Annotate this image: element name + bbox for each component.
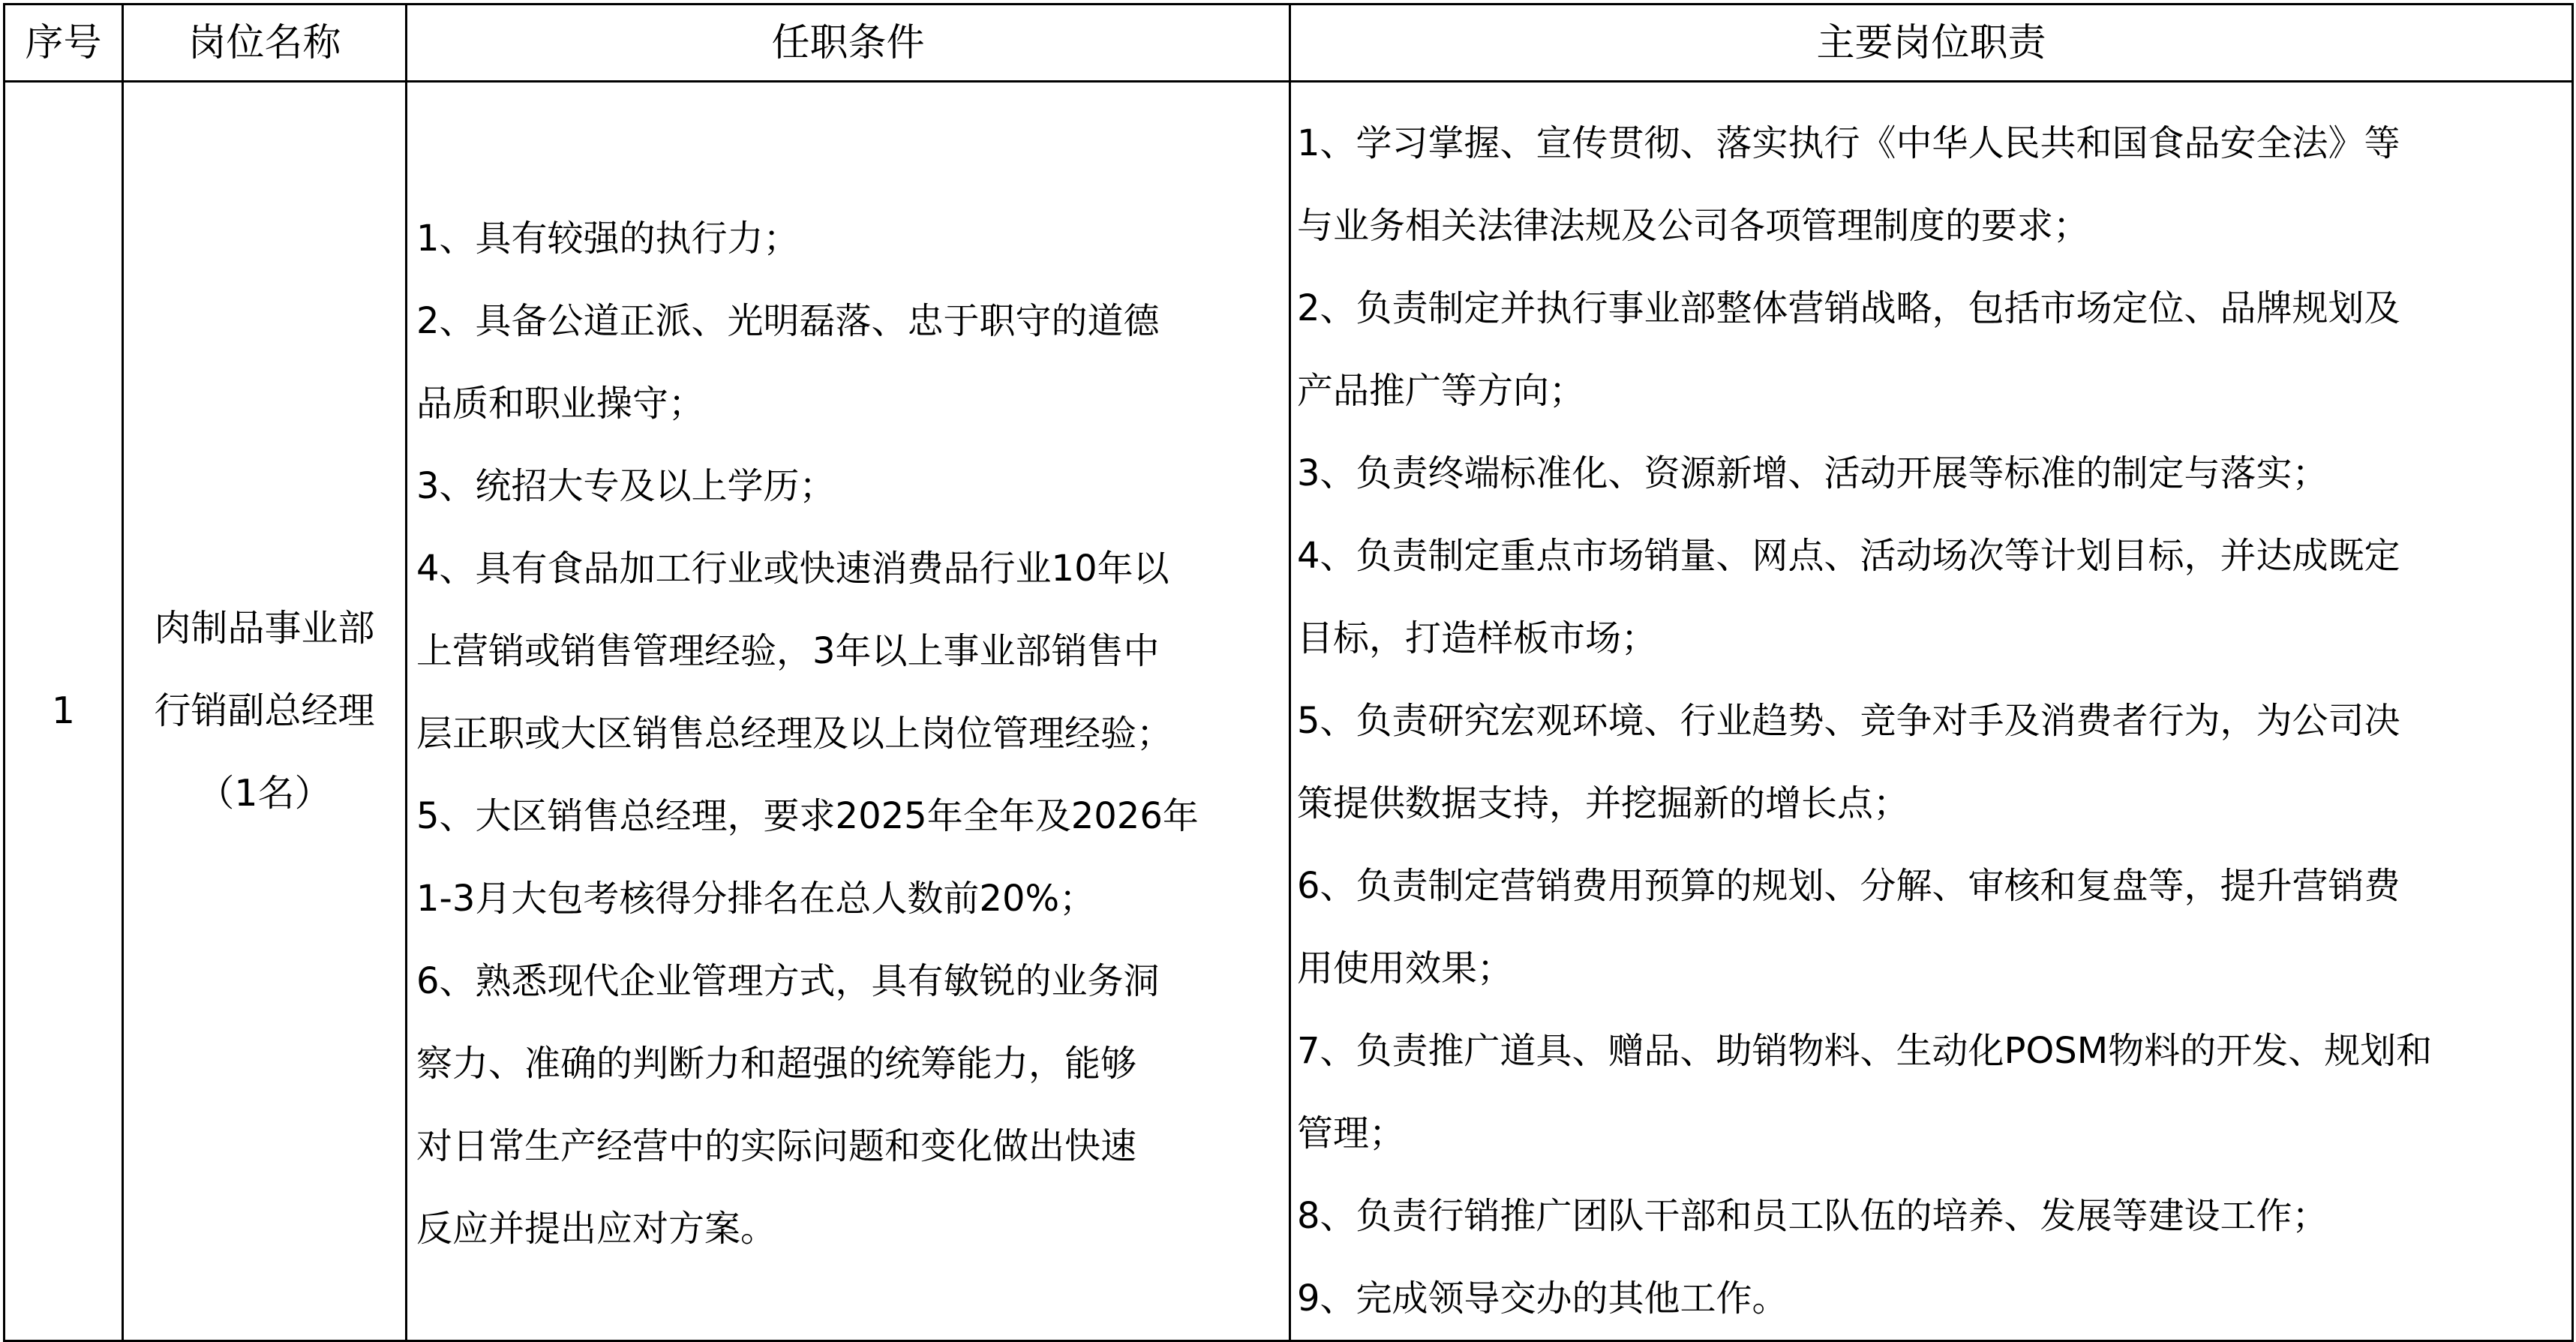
header-requirements: 任职条件 <box>407 5 1290 82</box>
duty-line: 6、负责制定营销费用预算的规划、分解、审核和复盘等，提升营销费 <box>1297 865 2400 907</box>
duty-line: 4、负责制定重点市场销量、网点、活动场次等计划目标，并达成既定 <box>1297 535 2400 577</box>
requirement-line: 4、具有食品加工行业或快速消费品行业10年以 <box>416 548 1169 590</box>
duties-cell <box>1290 82 2573 1341</box>
requirement-line: 对日常生产经营中的实际问题和变化做出快速 <box>416 1125 1137 1167</box>
requirement-line: 6、熟悉现代企业管理方式，具有敏锐的业务洞 <box>416 960 1160 1002</box>
requirements-cell <box>407 82 1290 1341</box>
position-name-line: 肉制品事业部 <box>154 607 375 650</box>
duty-line: 用使用效果； <box>1297 947 1514 989</box>
requirement-line: 上营销或销售管理经验，3年以上事业部销售中 <box>416 630 1160 672</box>
header-index: 序号 <box>5 5 123 82</box>
requirement-line: 察力、准确的判断力和超强的统筹能力，能够 <box>416 1043 1137 1085</box>
requirement-line: 1-3月大包考核得分排名在总人数前20%； <box>416 878 1096 920</box>
position-name-line: 行销副总经理 <box>154 689 375 732</box>
requirement-line: 2、具备公道正派、光明磊落、忠于职守的道德 <box>416 300 1160 342</box>
duty-line: 7、负责推广道具、赠品、助销物料、生动化POSM物料的开发、规划和 <box>1297 1030 2433 1072</box>
header-position-name: 岗位名称 <box>123 5 407 82</box>
position-headcount: （1名） <box>197 772 332 815</box>
duty-line: 管理； <box>1297 1112 1406 1154</box>
job-posting-table <box>3 3 2574 1342</box>
requirement-line: 层正职或大区销售总经理及以上岗位管理经验； <box>416 713 1173 755</box>
requirement-line: 3、统招大专及以上学历； <box>416 465 836 507</box>
duty-line: 与业务相关法律法规及公司各项管理制度的要求； <box>1297 205 2090 247</box>
duty-line: 8、负责行销推广团队干部和员工队伍的培养、发展等建设工作； <box>1297 1195 2328 1237</box>
duty-line: 3、负责终端标准化、资源新增、活动开展等标准的制定与落实； <box>1297 452 2328 494</box>
duty-line: 2、负责制定并执行事业部整体营销战略，包括市场定位、品牌规划及 <box>1297 287 2400 329</box>
duty-line: 9、完成领导交办的其他工作。 <box>1297 1277 1788 1319</box>
duty-line: 策提供数据支持，并挖掘新的增长点； <box>1297 782 1910 824</box>
requirement-line: 5、大区销售总经理，要求2025年全年及2026年 <box>416 795 1199 837</box>
duty-line: 1、学习掌握、宣传贯彻、落实执行《中华人民共和国食品安全法》等 <box>1297 122 2400 164</box>
row-index: 1 <box>5 82 123 1341</box>
requirement-line: 反应并提出应对方案。 <box>416 1208 777 1250</box>
requirement-line: 1、具有较强的执行力； <box>416 218 800 260</box>
header-row <box>5 5 2573 82</box>
duty-line: 5、负责研究宏观环境、行业趋势、竞争对手及消费者行为，为公司决 <box>1297 700 2400 742</box>
duty-line: 目标，打造样板市场； <box>1297 617 1658 659</box>
table-row <box>5 82 2573 1341</box>
requirement-line: 品质和职业操守； <box>416 383 705 425</box>
position-name-cell <box>123 82 407 1341</box>
duty-line: 产品推广等方向； <box>1297 370 1586 412</box>
header-duties: 主要岗位职责 <box>1290 5 2573 82</box>
